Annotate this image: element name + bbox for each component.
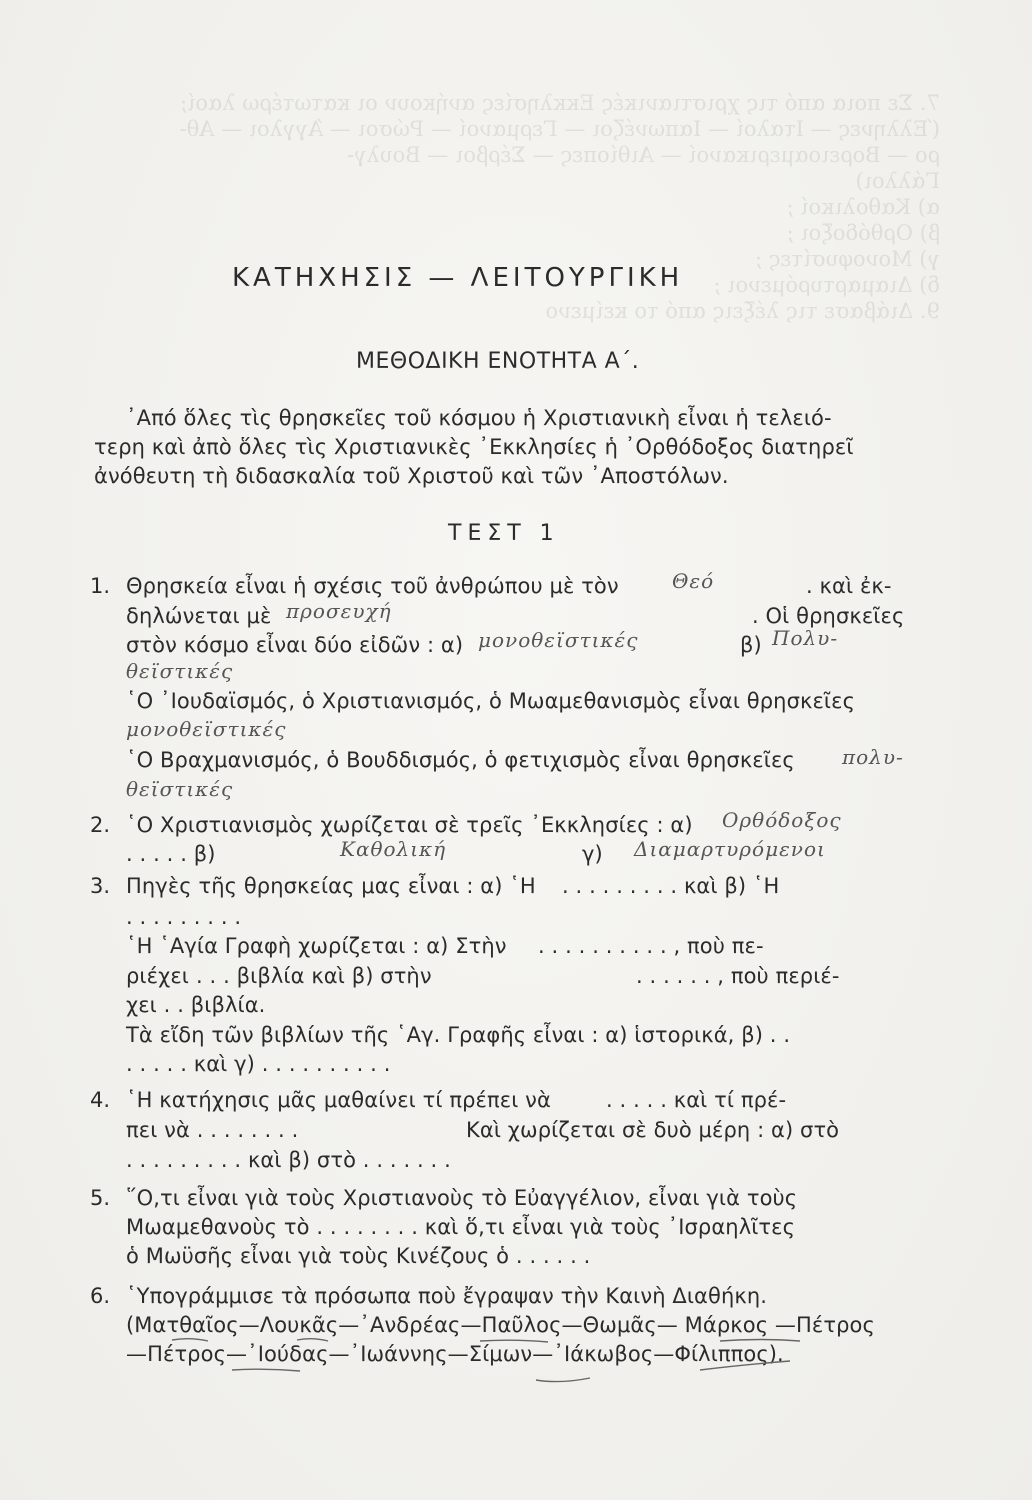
bleed-line: Γάλλοι) (855, 169, 940, 193)
question-number: 6. (90, 1284, 111, 1308)
underline-mark (172, 1339, 208, 1341)
q3-line: χει . . βιβλία. (126, 993, 266, 1017)
question-number: 4. (90, 1088, 111, 1112)
page-title: ΚΑΤΗΧΗΣΙΣ — ΛΕΙΤΟΥΡΓΙΚΗ (232, 263, 684, 293)
q2-line: ῾Ο Χριστιανισμὸς χωρίζεται σὲ τρεῖς ᾿Εκκλησίες : α) (126, 813, 693, 837)
q1-line: ῾Ο Βραχμανισμός, ὁ Βουδδισμός, ὁ φετιχισμὸς εἶναι θρησκεῖες (126, 748, 795, 772)
q3-line: . . . . . . . . . καὶ β) ῾Η (562, 874, 780, 898)
q3-line: Τὰ εἴδη τῶν βιβλίων τῆς ῾Αγ. Γραφῆς εἶναι : α) ἱστορικά, β) . . (126, 1023, 791, 1047)
intro-line: τερη καὶ ἀπὸ ὅλες τὶς Χριστιανικὲς ᾿Εκκλησίες ἡ ᾿Ορθόδοξος διατηρεῖ (94, 435, 854, 459)
q3-line: . . . . . . . . . (126, 905, 242, 929)
underline-mark (720, 1340, 800, 1342)
bleed-line: (Έλληνες — Ιταλοί — Ιαπωνέζοι — Γερμανοί — Ρώσοι — Άγγλοι — Αθ- (179, 117, 940, 141)
handwritten-answer: θεϊστικές (126, 777, 234, 801)
handwritten-answer: προσευχή (286, 599, 392, 623)
intro-line: ᾿Από ὅλες τὶς θρησκεῖες τοῦ κόσμου ἡ Χριστιανικὴ εἶναι ἡ τελειό- (126, 406, 832, 430)
q4-line: πει νὰ . . . . . . . . (126, 1118, 299, 1142)
q5-line: ῞Ο,τι εἶναι γιὰ τοὺς Χριστιανοὺς τὸ Εὐαγγέλιον, εἶναι γιὰ τοὺς (126, 1186, 798, 1210)
underline-mark (480, 1340, 548, 1342)
q3-line: Πηγὲς τῆς θρησκείας μας εἶναι : α) ῾Η (126, 874, 536, 898)
q1-line: β) (740, 633, 762, 657)
test-title: ΤΕΣΤ 1 (448, 521, 560, 546)
underline-mark (232, 1369, 300, 1371)
q4-line: . . . . . . . . . καὶ β) στὸ . . . . . . . (126, 1148, 451, 1172)
q5-line: ὁ Μωϋσῆς εἶναι γιὰ τοὺς Κινέζους ὁ . . . . . . (126, 1244, 591, 1268)
underline-mark (536, 1378, 590, 1382)
question-number: 3. (90, 874, 111, 898)
q2-line: γ) (582, 842, 603, 866)
q5-line: Μωαμεθανοὺς τὸ . . . . . . . . καὶ ὅ,τι εἶναι γιὰ τοὺς ᾿Ισραηλῖτες (126, 1215, 796, 1239)
q1-line: Θρησκεία εἶναι ἡ σχέσις τοῦ ἀνθρώπου μὲ τὸν (126, 574, 619, 598)
q1-line: . καὶ ἐκ- (806, 574, 892, 598)
handwritten-answer: Καθολική (340, 837, 447, 861)
bleed-line: γ) Μονοφυσίτες ; (754, 247, 940, 271)
q1-line: στὸν κόσμο εἶναι δύο εἰδῶν : α) (126, 633, 464, 657)
question-number: 1. (90, 574, 111, 598)
bleed-line: 7. Σε ποια από τις χριστιανικές Εκκλησίες ανήκουν οι κατωτέρω λαοί; (180, 91, 940, 115)
handwritten-answer: μονοθεϊστικές (478, 628, 639, 652)
q4-line: . . . . . καὶ τί πρέ- (606, 1088, 787, 1112)
q3-line: . . . . . καὶ γ) . . . . . . . . . . (126, 1052, 391, 1076)
bleed-line: δ) Διαμαρτυρόμενοι ; (713, 273, 940, 297)
q4-line: Καὶ χωρίζεται σὲ δυὸ μέρη : α) στὸ (466, 1118, 840, 1142)
handwritten-answer: θεϊστικές (126, 659, 234, 683)
underline-mark (700, 1361, 790, 1370)
handwritten-answer: Διαμαρτυρόμενοι (634, 837, 826, 861)
unit-heading: ΜΕΘΟΔΙΚΗ ΕΝΟΤΗΤΑ Α΄. (356, 349, 640, 374)
q3-line: ῾Η ῾Αγία Γραφὴ χωρίζεται : α) Στὴν (126, 934, 507, 958)
handwritten-answer: Ορθόδοξος (722, 808, 842, 832)
question-number: 5. (90, 1186, 111, 1210)
bleed-line: 9. Διάβασε τις λέξεις από το κείμενο (545, 299, 940, 323)
question-number: 2. (90, 813, 111, 837)
bleed-line: α) Καθολικοί ; (786, 195, 940, 219)
q6-line: —Πέτρος—᾿Ιούδας—᾿Ιωάννης—Σίμων—᾿Ιάκωβος—Φίλιππος). (126, 1342, 784, 1366)
q3-line: . . . βιβλία καὶ β) στὴν (196, 964, 432, 988)
underline-mark (297, 1339, 328, 1341)
q1-line: δηλώνεται μὲ (126, 604, 272, 628)
q2-line: . . . . . β) (126, 842, 216, 866)
bleed-line: ρο — Βορειοαμερικανοί — Αιθίοπες — Σέρβοι — Βουλγ- (346, 143, 940, 167)
q6-line: ῾Υπογράμμισε τὰ πρόσωπα ποὺ ἔγραψαν τὴν Καινὴ Διαθήκη. (126, 1284, 768, 1308)
handwritten-answer: πολυ- (842, 745, 904, 769)
bleed-line: β) Ορθόδοξοι ; (786, 221, 940, 245)
handwritten-answer: Πολυ- (772, 626, 839, 650)
handwritten-answer: μονοθεϊστικές (126, 717, 287, 741)
q1-line: . Οἱ θρησκεῖες (752, 604, 905, 628)
q1-line: ῾Ο ᾿Ιουδαϊσμός, ὁ Χριστιανισμός, ὁ Μωαμεθανισμὸς εἶναι θρησκεῖες (126, 689, 856, 713)
q4-line: ῾Η κατήχησις μᾶς μαθαίνει τί πρέπει νὰ (126, 1088, 551, 1112)
q3-line: . . . . . . . . . . , ποὺ πε- (538, 934, 764, 958)
handwritten-answer: Θεό (672, 569, 715, 593)
intro-line: ἀνόθευτη τὴ διδασκαλία τοῦ Χριστοῦ καὶ τῶν ᾿Αποστόλων. (94, 464, 729, 488)
q3-line: . . . . . . , ποὺ περιέ- (636, 964, 840, 988)
q3-line: ριέχει (126, 964, 189, 988)
q6-line: (Ματθαῖος—Λουκᾶς—᾿Ανδρέας—Παῦλος—Θωμᾶς— Μάρκος —Πέτρος (126, 1313, 875, 1337)
